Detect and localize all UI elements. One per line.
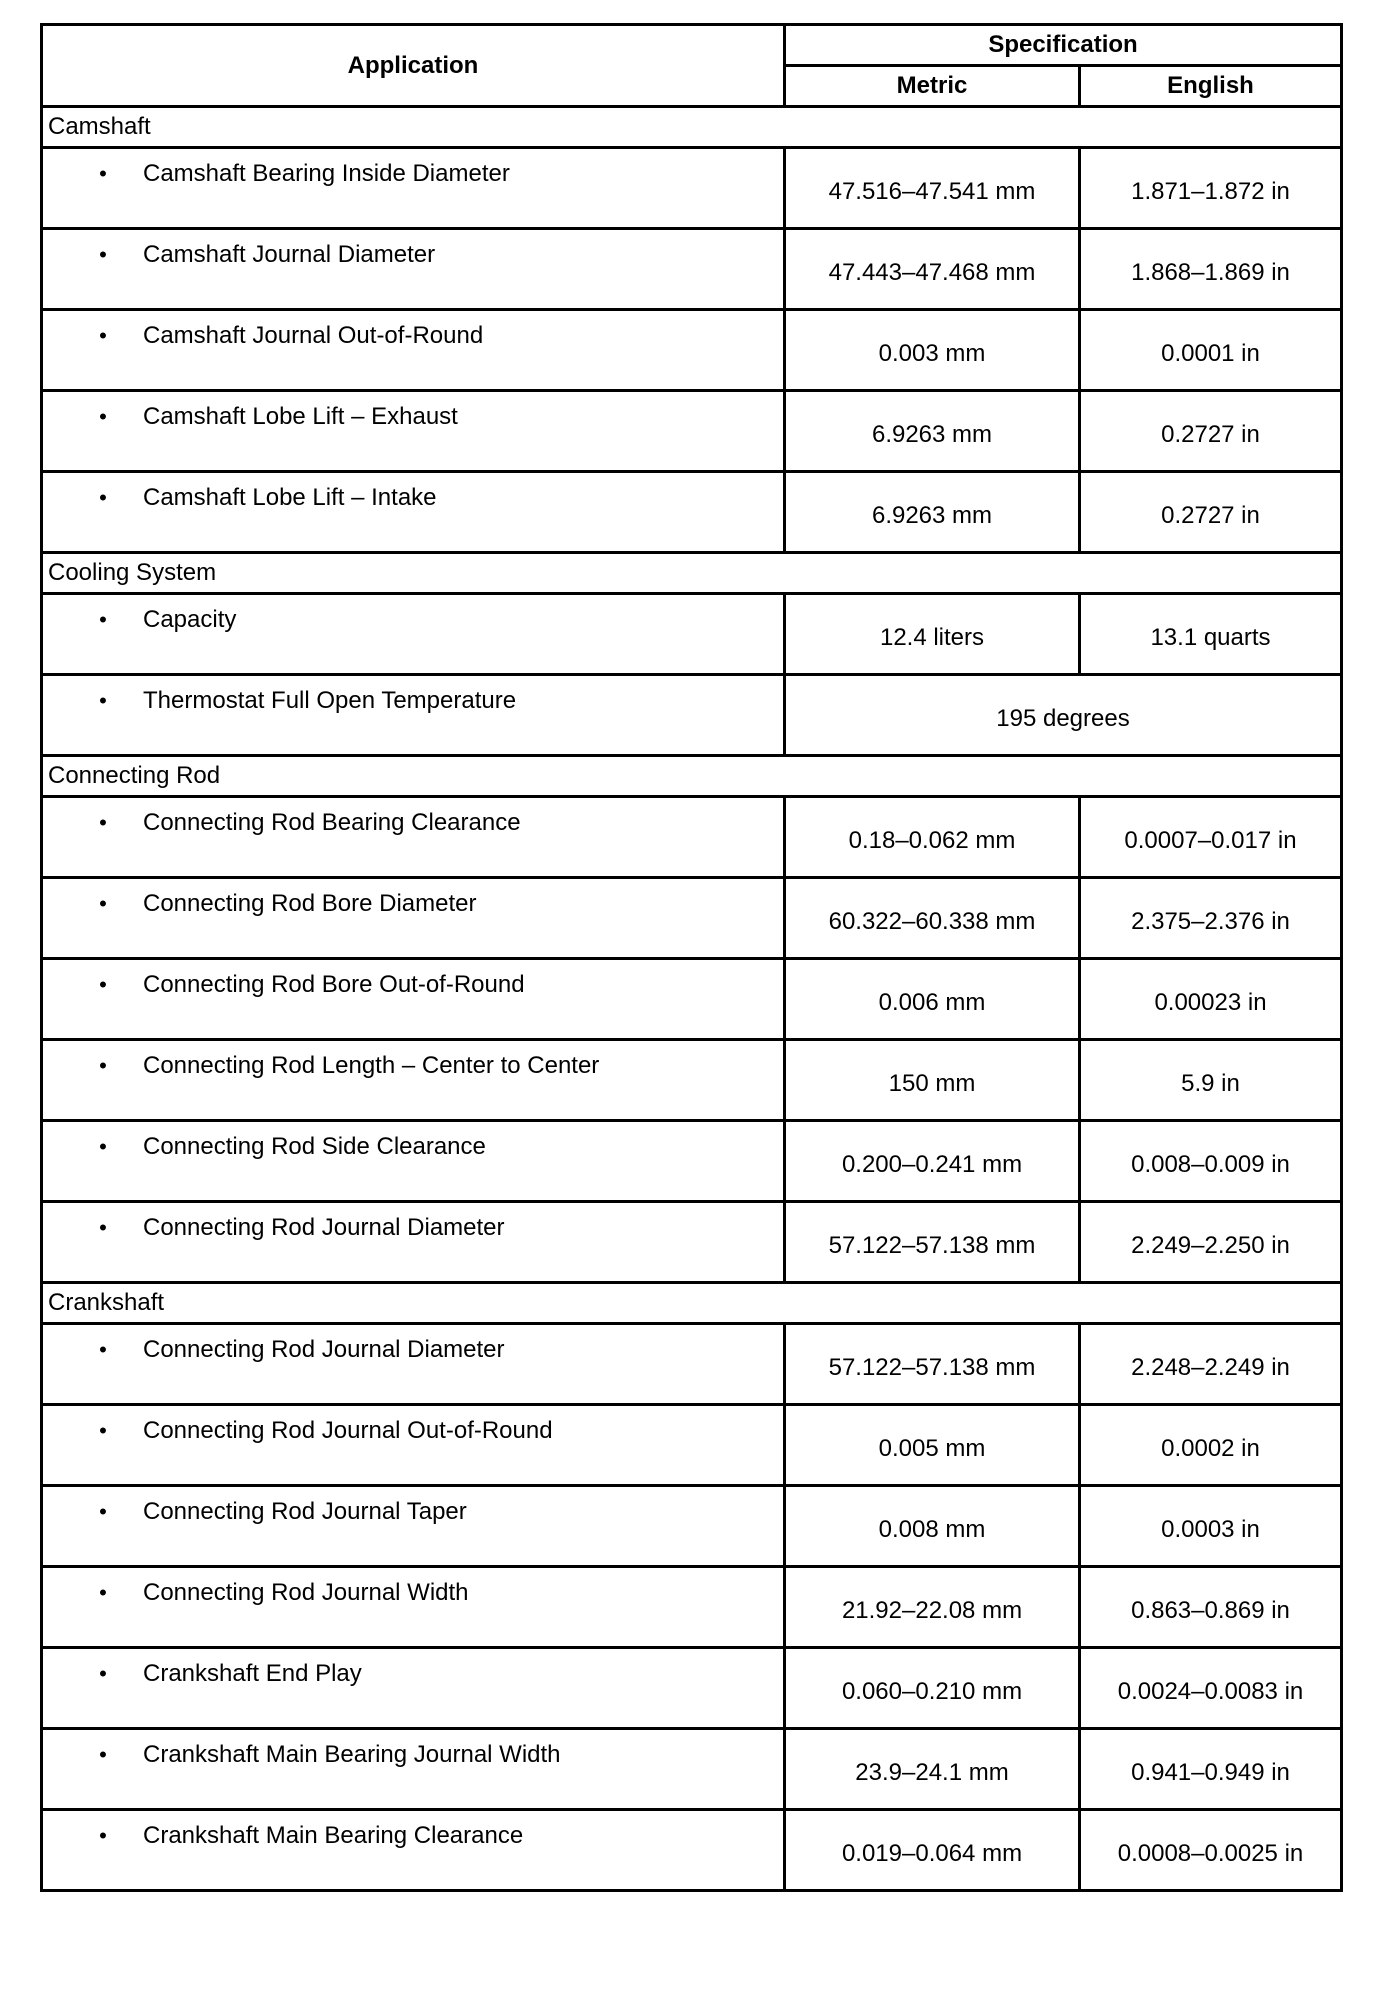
combined-value: 195 degrees xyxy=(785,675,1342,756)
spec-row xyxy=(42,1324,1342,1405)
section-title: Crankshaft xyxy=(42,1283,1342,1324)
spec-row xyxy=(42,878,1342,959)
english-value: 0.2727 in xyxy=(1080,472,1342,553)
application-cell xyxy=(42,148,785,229)
application-label: Crankshaft Main Bearing Clearance xyxy=(143,1822,524,1849)
english-value: 0.008–0.009 in xyxy=(1080,1121,1342,1202)
english-value: 0.863–0.869 in xyxy=(1080,1567,1342,1648)
english-value: 0.941–0.949 in xyxy=(1080,1729,1342,1810)
spec-row xyxy=(42,1810,1342,1891)
english-value: 13.1 quarts xyxy=(1080,594,1342,675)
bullet-icon: • xyxy=(99,1580,107,1605)
bullet-icon: • xyxy=(99,1053,107,1078)
bullet-icon: • xyxy=(99,1337,107,1362)
application-cell xyxy=(42,1648,785,1729)
application-cell xyxy=(42,229,785,310)
section-row xyxy=(42,756,1342,797)
bullet-icon: • xyxy=(99,161,107,186)
application-cell xyxy=(42,391,785,472)
application-cell xyxy=(42,1810,785,1891)
metric-value: 0.060–0.210 mm xyxy=(785,1648,1080,1729)
bullet-item xyxy=(43,1041,783,1081)
bullet-item xyxy=(43,595,783,635)
section-row xyxy=(42,107,1342,148)
metric-value: 6.9263 mm xyxy=(785,472,1080,553)
application-cell xyxy=(42,472,785,553)
specification-header: Specification xyxy=(785,25,1342,66)
bullet-icon: • xyxy=(99,404,107,429)
spec-row xyxy=(42,1648,1342,1729)
bullet-icon: • xyxy=(99,1823,107,1848)
application-cell xyxy=(42,1121,785,1202)
english-value: 0.2727 in xyxy=(1080,391,1342,472)
english-value: 2.249–2.250 in xyxy=(1080,1202,1342,1283)
spec-row xyxy=(42,391,1342,472)
spec-row xyxy=(42,959,1342,1040)
bullet-item xyxy=(43,311,783,351)
spec-row xyxy=(42,675,1342,756)
bullet-item xyxy=(43,1487,783,1527)
bullet-icon: • xyxy=(99,485,107,510)
application-label: Connecting Rod Journal Width xyxy=(143,1579,469,1606)
spec-row xyxy=(42,1405,1342,1486)
metric-value: 0.18–0.062 mm xyxy=(785,797,1080,878)
application-label: Crankshaft Main Bearing Journal Width xyxy=(143,1741,561,1768)
bullet-icon: • xyxy=(99,1134,107,1159)
bullet-icon: • xyxy=(99,1742,107,1767)
spec-row xyxy=(42,472,1342,553)
bullet-item xyxy=(43,473,783,513)
bullet-item xyxy=(43,1730,783,1770)
bullet-icon: • xyxy=(99,1215,107,1240)
english-value: 5.9 in xyxy=(1080,1040,1342,1121)
application-label: Camshaft Bearing Inside Diameter xyxy=(143,160,510,187)
application-cell xyxy=(42,1729,785,1810)
application-cell xyxy=(42,675,785,756)
metric-value: 21.92–22.08 mm xyxy=(785,1567,1080,1648)
application-label: Connecting Rod Journal Diameter xyxy=(143,1214,505,1241)
application-label: Connecting Rod Journal Diameter xyxy=(143,1336,505,1363)
english-value: 0.0001 in xyxy=(1080,310,1342,391)
application-label: Connecting Rod Bearing Clearance xyxy=(143,809,521,836)
section-title: Cooling System xyxy=(42,553,1342,594)
application-cell xyxy=(42,959,785,1040)
application-label: Crankshaft End Play xyxy=(143,1660,362,1687)
section-title: Camshaft xyxy=(42,107,1342,148)
metric-value: 23.9–24.1 mm xyxy=(785,1729,1080,1810)
application-label: Connecting Rod Bore Out-of-Round xyxy=(143,971,525,998)
metric-value: 12.4 liters xyxy=(785,594,1080,675)
metric-value: 0.008 mm xyxy=(785,1486,1080,1567)
bullet-item xyxy=(43,1811,783,1851)
bullet-item xyxy=(43,798,783,838)
english-value: 2.248–2.249 in xyxy=(1080,1324,1342,1405)
application-label: Connecting Rod Journal Taper xyxy=(143,1498,467,1525)
bullet-item xyxy=(43,1406,783,1446)
bullet-icon: • xyxy=(99,688,107,713)
bullet-icon: • xyxy=(99,1418,107,1443)
bullet-icon: • xyxy=(99,1499,107,1524)
application-label: Capacity xyxy=(143,606,237,633)
bullet-item xyxy=(43,1568,783,1608)
section-row xyxy=(42,1283,1342,1324)
spec-row xyxy=(42,148,1342,229)
application-cell xyxy=(42,310,785,391)
english-value: 1.868–1.869 in xyxy=(1080,229,1342,310)
metric-value: 0.200–0.241 mm xyxy=(785,1121,1080,1202)
application-label: Connecting Rod Length – Center to Center xyxy=(143,1052,600,1079)
application-cell xyxy=(42,594,785,675)
bullet-icon: • xyxy=(99,607,107,632)
english-value: 0.00023 in xyxy=(1080,959,1342,1040)
application-label: Camshaft Journal Diameter xyxy=(143,241,436,268)
spec-row xyxy=(42,1121,1342,1202)
application-label: Camshaft Journal Out-of-Round xyxy=(143,322,484,349)
bullet-item xyxy=(43,1203,783,1243)
bullet-item xyxy=(43,960,783,1000)
metric-value: 150 mm xyxy=(785,1040,1080,1121)
metric-value: 0.006 mm xyxy=(785,959,1080,1040)
application-cell xyxy=(42,1405,785,1486)
section-title: Connecting Rod xyxy=(42,756,1342,797)
spec-row xyxy=(42,1486,1342,1567)
application-header: Application xyxy=(42,25,785,107)
english-value: 0.0008–0.0025 in xyxy=(1080,1810,1342,1891)
english-value: 1.871–1.872 in xyxy=(1080,148,1342,229)
spec-row xyxy=(42,797,1342,878)
application-label: Thermostat Full Open Temperature xyxy=(143,687,517,714)
application-cell xyxy=(42,1202,785,1283)
bullet-icon: • xyxy=(99,323,107,348)
metric-value: 6.9263 mm xyxy=(785,391,1080,472)
metric-value: 0.019–0.064 mm xyxy=(785,1810,1080,1891)
bullet-icon: • xyxy=(99,972,107,997)
bullet-icon: • xyxy=(99,1661,107,1686)
spec-row xyxy=(42,1567,1342,1648)
spec-row xyxy=(42,229,1342,310)
application-label: Connecting Rod Side Clearance xyxy=(143,1133,486,1160)
metric-header: Metric xyxy=(785,66,1080,107)
bullet-item xyxy=(43,1122,783,1162)
bullet-icon: • xyxy=(99,810,107,835)
metric-value: 57.122–57.138 mm xyxy=(785,1202,1080,1283)
application-cell xyxy=(42,1324,785,1405)
spec-row xyxy=(42,310,1342,391)
english-value: 0.0007–0.017 in xyxy=(1080,797,1342,878)
application-label: Connecting Rod Journal Out-of-Round xyxy=(143,1417,553,1444)
application-cell xyxy=(42,797,785,878)
metric-value: 57.122–57.138 mm xyxy=(785,1324,1080,1405)
english-value: 0.0002 in xyxy=(1080,1405,1342,1486)
english-value: 0.0024–0.0083 in xyxy=(1080,1648,1342,1729)
spec-row xyxy=(42,1729,1342,1810)
application-label: Camshaft Lobe Lift – Intake xyxy=(143,484,437,511)
spec-row xyxy=(42,1202,1342,1283)
spec-row xyxy=(42,1040,1342,1121)
english-value: 0.0003 in xyxy=(1080,1486,1342,1567)
section-row xyxy=(42,553,1342,594)
english-header: English xyxy=(1080,66,1342,107)
metric-value: 60.322–60.338 mm xyxy=(785,878,1080,959)
bullet-item xyxy=(43,879,783,919)
application-cell xyxy=(42,1486,785,1567)
application-cell xyxy=(42,1040,785,1121)
bullet-icon: • xyxy=(99,242,107,267)
application-cell xyxy=(42,878,785,959)
metric-value: 47.516–47.541 mm xyxy=(785,148,1080,229)
metric-value: 47.443–47.468 mm xyxy=(785,229,1080,310)
bullet-item xyxy=(43,1325,783,1365)
specification-table xyxy=(40,23,1343,1892)
application-cell xyxy=(42,1567,785,1648)
specification-body xyxy=(42,107,1342,1891)
english-value: 2.375–2.376 in xyxy=(1080,878,1342,959)
metric-value: 0.003 mm xyxy=(785,310,1080,391)
bullet-icon: • xyxy=(99,891,107,916)
bullet-item xyxy=(43,149,783,189)
application-label: Camshaft Lobe Lift – Exhaust xyxy=(143,403,458,430)
bullet-item xyxy=(43,676,783,716)
bullet-item xyxy=(43,392,783,432)
spec-row xyxy=(42,594,1342,675)
metric-value: 0.005 mm xyxy=(785,1405,1080,1486)
application-label: Connecting Rod Bore Diameter xyxy=(143,890,477,917)
bullet-item xyxy=(43,1649,783,1689)
bullet-item xyxy=(43,230,783,270)
